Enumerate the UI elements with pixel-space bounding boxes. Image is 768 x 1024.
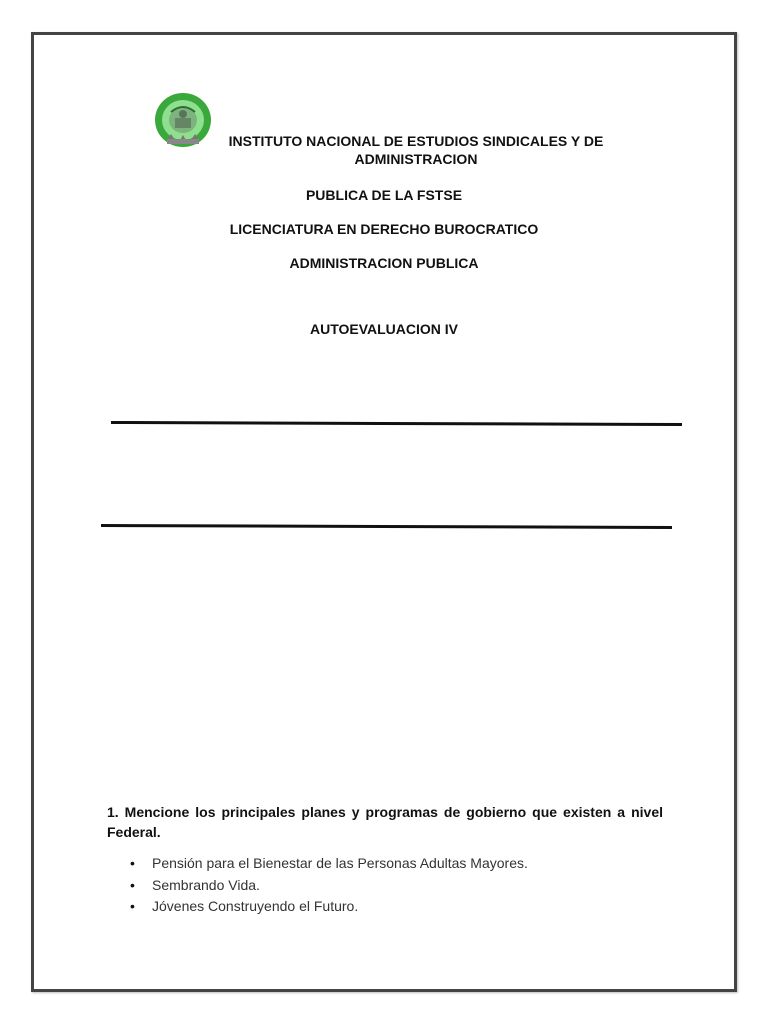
divider-line-bottom xyxy=(101,524,672,529)
answer-text: Jóvenes Construyendo el Futuro. xyxy=(152,898,359,914)
institute-name-line-1: INSTITUTO NACIONAL DE ESTUDIOS SINDICALES Y DE xyxy=(228,133,604,149)
answer-text: Sembrando Vida. xyxy=(152,876,260,893)
institute-seal-icon xyxy=(153,92,213,152)
institute-name-line-3: PUBLICA DE LA FSTSE xyxy=(305,187,463,203)
divider-line-top xyxy=(111,421,682,426)
subject-title: ADMINISTRACION PUBLICA xyxy=(289,255,479,271)
answer-text: Pensión para el Bienestar de las Personas Adultas Mayores. xyxy=(152,855,528,871)
bullet-icon: • xyxy=(130,876,135,893)
bullet-icon: • xyxy=(130,855,135,871)
question-1-answer-list xyxy=(107,853,667,918)
institute-name-line-2: ADMINISTRACION xyxy=(354,151,478,167)
question-1-text: 1. Mencione los principales planes y programas de gobierno que existen a nivel Federal. xyxy=(107,804,663,840)
institute-name xyxy=(214,132,618,168)
assignment-title: AUTOEVALUACION IV xyxy=(309,321,459,337)
answer-item xyxy=(107,896,667,918)
document-page xyxy=(31,32,737,992)
answer-item xyxy=(107,853,667,875)
program-title: LICENCIATURA EN DERECHO BUROCRATICO xyxy=(229,221,539,237)
answer-item xyxy=(107,875,667,897)
bullet-icon: • xyxy=(130,898,135,914)
